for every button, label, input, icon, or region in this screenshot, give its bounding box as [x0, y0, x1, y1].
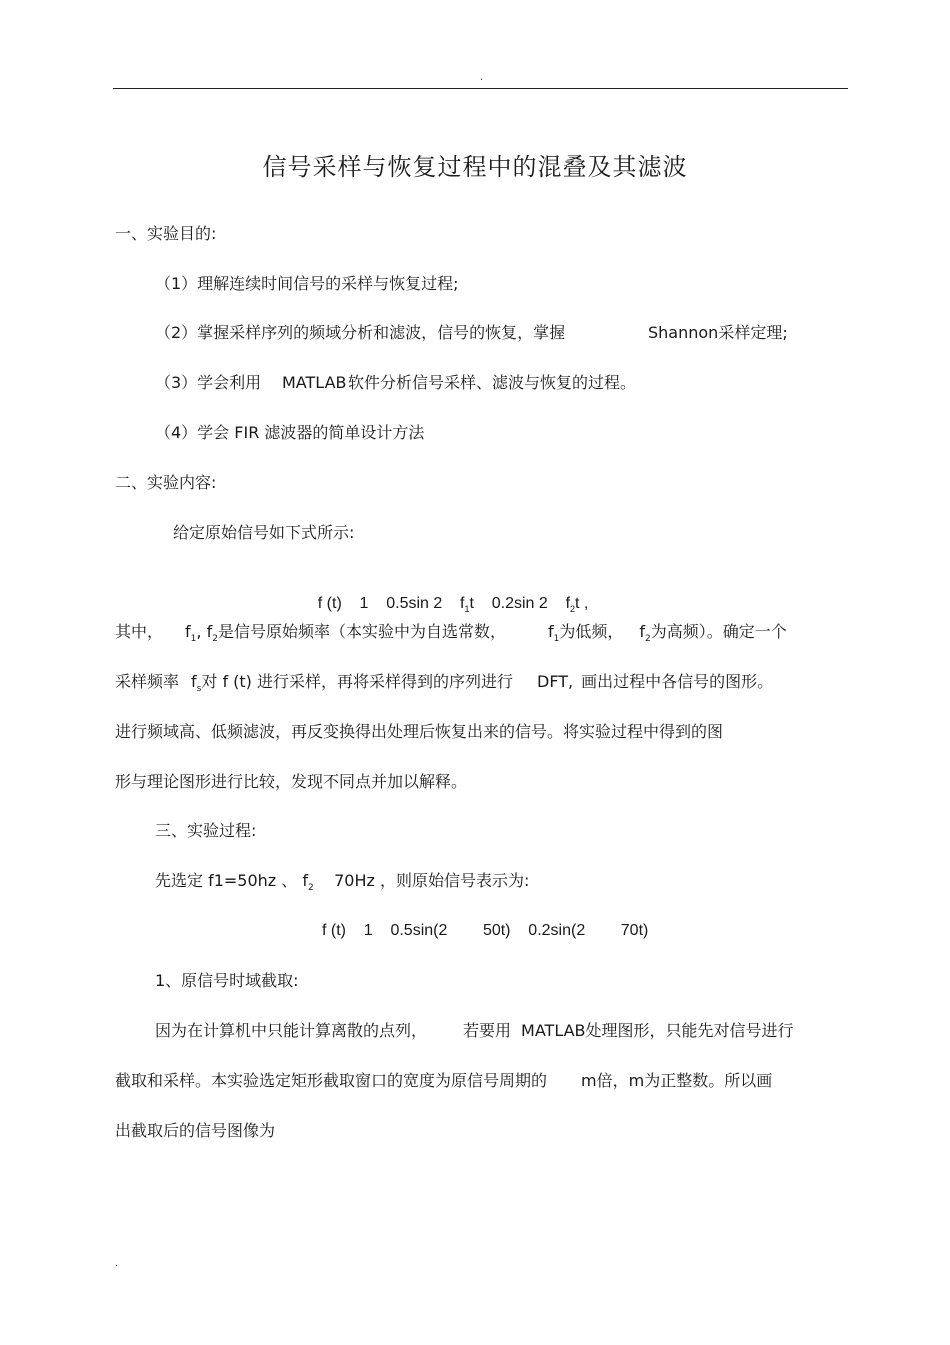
para-line-2 [115, 671, 773, 700]
body-line-3: 出截取后的信号图像为 [115, 1121, 276, 1140]
matlab-term: MATLAB [521, 1021, 586, 1040]
subscript: 2 [308, 883, 314, 893]
text: 为低频， [559, 622, 624, 641]
section3-heading: 三、实验过程: [155, 821, 257, 840]
objective-item-3-matlab: MATLAB [282, 373, 347, 392]
text: 其中， [115, 622, 164, 641]
text: 若要用 [463, 1021, 512, 1040]
subscript: s [196, 684, 202, 694]
text: 70Hz ，则原始信号表示为: [313, 871, 530, 890]
text: 采样频率 [115, 672, 180, 691]
text: 截取和采样。本实验选定矩形截取窗口的宽度为原信号周期的 [115, 1071, 548, 1090]
footer-dot: . [115, 1258, 119, 1269]
header-rule [113, 88, 848, 89]
symbol: , f [196, 622, 213, 641]
formula-subscript: 1 [464, 604, 470, 614]
section1-heading: 一、实验目的: [115, 224, 217, 243]
symbol: f [639, 622, 645, 641]
formula-subscript: 2 [570, 604, 576, 614]
text: 对 f (t) 进行采样，再将采样得到的序列进行 [201, 672, 514, 691]
symbol: f [191, 672, 197, 691]
subscript: 1 [190, 634, 197, 644]
section2-heading: 二、实验内容: [115, 473, 217, 492]
subscript: 2 [212, 634, 218, 644]
subscript: 1 [553, 634, 560, 644]
body-line-2 [115, 1070, 772, 1092]
formula-part: t , [575, 595, 589, 612]
objective-item-2: （2）掌握采样序列的频域分析和滤波，信号的恢复，掌握 [155, 323, 566, 342]
text: 为高频）。确定一个 [650, 622, 787, 641]
subsection-1-heading: 1、原信号时域截取: [155, 971, 299, 990]
objective-item-1: （1）理解连续时间信号的采样与恢复过程; [155, 274, 459, 293]
formula-part: f (t) 1 0.5sin 2 f [317, 595, 465, 612]
symbol: f [547, 622, 554, 641]
para-line-1 [115, 621, 787, 650]
frequency-choice [155, 870, 529, 899]
text: 是信号原始频率（本实验中为自选常数， [217, 622, 506, 641]
objective-item-3-rest: 软件分析信号采样、滤波与恢复的过程。 [348, 373, 637, 392]
text: m倍，m为正整数。所以画 [581, 1071, 773, 1090]
subscript: 2 [644, 634, 651, 644]
text: 因为在计算机中只能计算离散的点列， [155, 1021, 428, 1040]
formula-part: t 0.2sin 2 f [469, 595, 571, 612]
dft-term: DFT, [537, 672, 574, 691]
document-title: 信号采样与恢复过程中的混叠及其滤波 [262, 153, 688, 181]
text: 画出过程中各信号的图形。 [581, 672, 774, 691]
body-line-1 [155, 1020, 794, 1042]
para-line-3: 进行频域高、低频滤波，再反变换得出处理后恢复出来的信号。将实验过程中得到的图 [115, 722, 724, 741]
section2-intro: 给定原始信号如下式所示: [173, 523, 355, 542]
text: 先选定 f1=50hz 、 f [155, 871, 309, 890]
header-dot: . [480, 72, 484, 83]
symbol: f [185, 622, 191, 641]
signal-formula-specific: f (t) 1 0.5sin(2 50t) 0.2sin(2 70t) [322, 922, 649, 939]
objective-item-4: （4）学会 FIR 滤波器的简单设计方法 [155, 423, 425, 442]
objective-item-2-shannon: Shannon采样定理; [648, 323, 788, 342]
text: 处理图形，只能先对信号进行 [585, 1021, 794, 1040]
para-line-4: 形与理论图形进行比较，发现不同点并加以解释。 [115, 772, 468, 791]
objective-item-3: （3）学会利用 [155, 373, 262, 392]
